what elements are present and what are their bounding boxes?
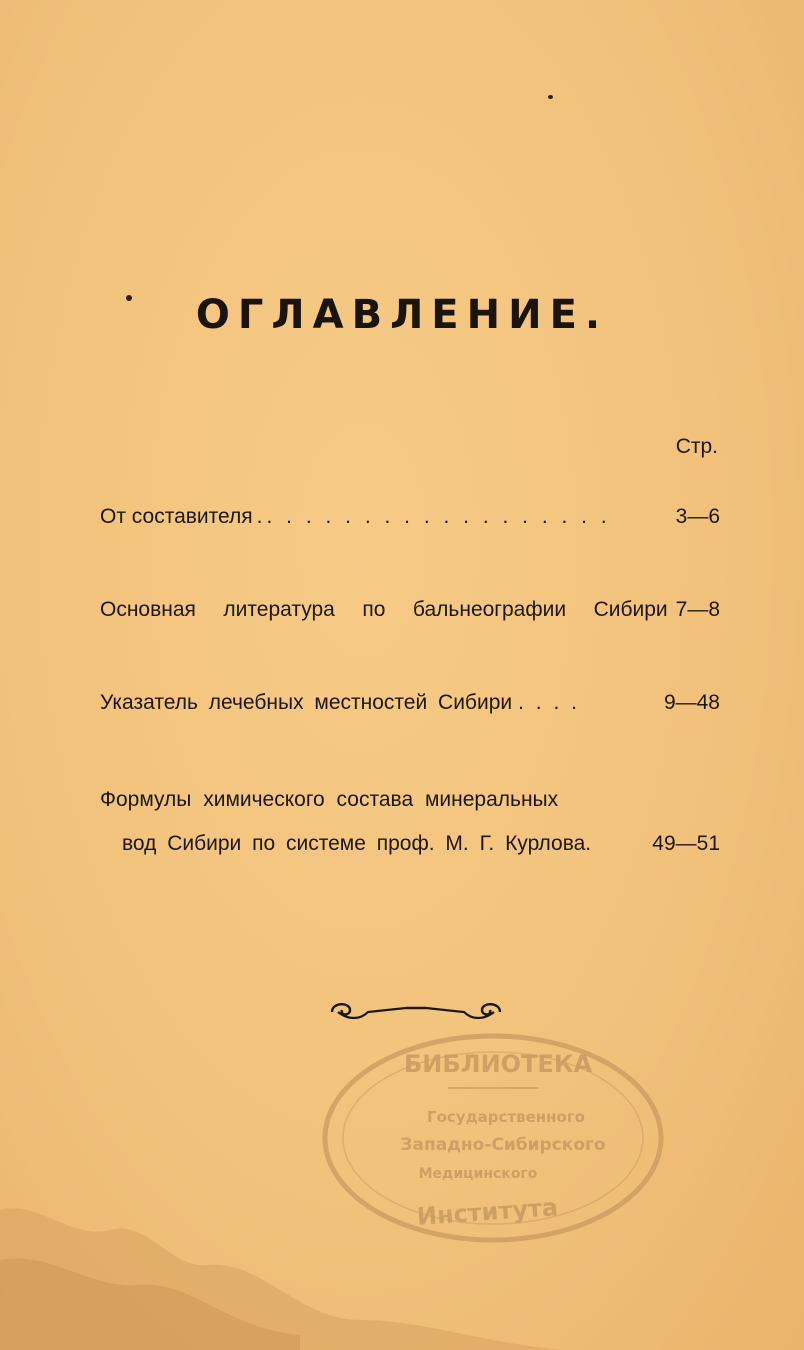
toc-entry-pages: 7—8 xyxy=(675,598,720,621)
stamp-line-library: БИБЛИОТЕКА xyxy=(403,1050,593,1078)
toc-leader: . . . . xyxy=(518,691,580,714)
toc-entry-pages: 3—6 xyxy=(675,505,720,528)
stamp-line-region: Западно-Сибирского xyxy=(400,1135,606,1155)
toc-entry xyxy=(122,832,720,856)
toc-entry-pages: 49—51 xyxy=(652,832,720,855)
stamp-line-medical: Медицинского xyxy=(418,1166,538,1182)
toc-entry-title: Указатель лечебных местностей Сибири xyxy=(100,691,513,714)
toc-entry-pages: 9—48 xyxy=(663,691,720,714)
toc-entry xyxy=(100,598,720,622)
pages-column-label: Стр. xyxy=(675,435,718,458)
stamp-line-institute: Института xyxy=(415,1193,559,1231)
stamp-line-state: Государственного xyxy=(427,1108,585,1126)
toc-entry xyxy=(100,691,720,715)
toc-entry-title-continued: вод Сибири по системе проф. М. Г. Курлова. xyxy=(122,832,592,855)
toc-entry-title: От составителя xyxy=(100,505,253,528)
toc-entry xyxy=(100,505,720,529)
page-title: ОГЛАВЛЕНИЕ. xyxy=(195,292,609,338)
ornament-divider xyxy=(328,998,504,1026)
ink-speck xyxy=(548,95,553,99)
toc-entry-title: Формулы химического состава минеральных xyxy=(100,788,559,811)
paper-stain xyxy=(0,1170,560,1350)
toc-leader: .. . . . . . . . . . . . . . . . . . xyxy=(256,505,611,528)
toc-entry-title: Основная литература по бальнеографии Сибири xyxy=(100,598,668,621)
